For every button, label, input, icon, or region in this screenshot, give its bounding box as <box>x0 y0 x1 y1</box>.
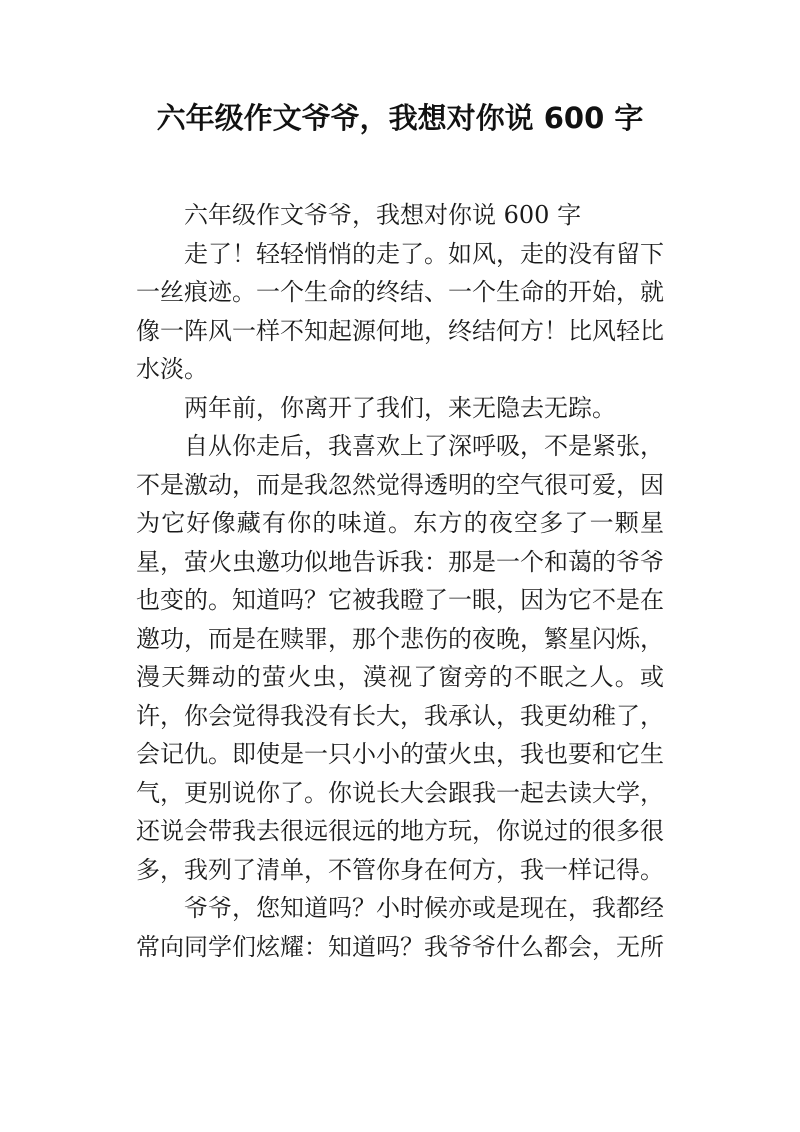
document-title: 六年级作文爷爷，我想对你说 600 字 <box>156 101 644 135</box>
paragraph-subtitle: 六年级作文爷爷，我想对你说 600 字 <box>184 201 582 229</box>
paragraph: 走了！轻轻悄悄的走了。如风，走的没有留下一丝痕迹。一个生命的终结、一个生命的开始，就像一阵风一样不知起源何地，终结何方！比风轻比水淡。 <box>136 239 664 383</box>
paragraph: 两年前，你离开了我们，来无隐去无踪。 <box>184 393 616 422</box>
paragraph: 爷爷，您知道吗？小时候亦或是现在，我都经常向同学们炫耀：知道吗？我爷爷什么都会，无所 <box>136 894 664 961</box>
paragraph: 自从你走后，我喜欢上了深呼吸，不是紧张，不是激动，而是我忽然觉得透明的空气很可爱，因为它好像藏有你的味道。东方的夜空多了一颗星星，萤火虫邀功似地告诉我：那是一个和蔼的爷爷也变的。知道吗？它被我瞪了一眼，因为它不是在邀功，而是在赎罪，那个悲伤的夜晚，繁星闪烁，漫天舞动的萤火虫，漠视了窗旁的不眠之人。或许，你会觉得我没有长大，我承认，我更幼稚了，会记仇。即使是一只小小的萤火虫，我也要和它生气，更别说你了。你说长大会跟我一起去读大学，还说会带我去很远很远的地方玩，你说过的很多很多，我列了清单，不管你身在何方，我一样记得。 <box>136 432 664 884</box>
document-body <box>136 196 664 966</box>
